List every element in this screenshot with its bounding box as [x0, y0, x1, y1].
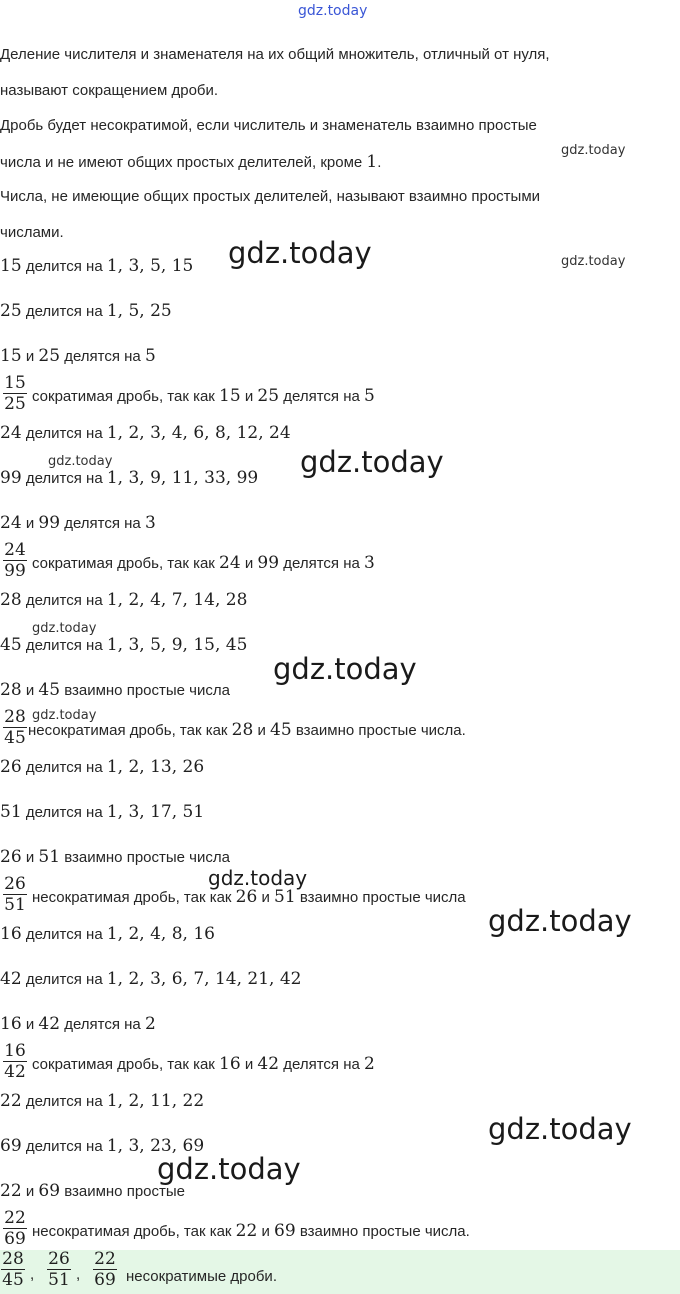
- divisor-list: 1, 2, 4, 7, 14, 28: [106, 590, 248, 610]
- numerator: 26: [4, 874, 26, 894]
- divisors-row: [0, 468, 258, 488]
- and-label: и: [261, 889, 270, 906]
- number: 16: [0, 1014, 22, 1034]
- divide-label: делятся на: [283, 388, 360, 405]
- denominator: 69: [94, 1270, 116, 1290]
- answer-separator: ,: [76, 1266, 81, 1283]
- reducible-label: сократимая дробь, так как: [32, 388, 215, 405]
- fraction: [2, 1041, 28, 1082]
- coprime-row: [0, 847, 230, 867]
- number: 16: [219, 1054, 241, 1074]
- divide-label: делятся на: [283, 1056, 360, 1073]
- number: 3: [364, 553, 375, 573]
- fraction-explanation: [32, 1221, 470, 1241]
- answer-fraction: [0, 1249, 26, 1290]
- number: 15: [0, 256, 22, 276]
- fraction: [2, 373, 28, 414]
- number: 24: [0, 513, 22, 533]
- and-label: и: [261, 1223, 270, 1240]
- divisible-label: делится на: [25, 759, 103, 776]
- numerator: 15: [4, 373, 26, 393]
- answer-label: несократимые дроби.: [126, 1268, 277, 1285]
- number: 42: [257, 1054, 280, 1074]
- watermark: gdz.today: [273, 652, 417, 686]
- number: 26: [0, 757, 22, 777]
- coprime-label: взаимно простые числа: [299, 889, 466, 906]
- fraction-explanation: [32, 1054, 375, 1074]
- coprime-label: взаимно простые числа.: [295, 722, 466, 739]
- denominator: 42: [4, 1062, 26, 1082]
- watermark: gdz.today: [48, 454, 113, 469]
- answer-separator: ,: [30, 1266, 35, 1283]
- divisible-label: делится на: [25, 425, 103, 442]
- divisor-list: 1, 2, 3, 6, 7, 14, 21, 42: [106, 969, 302, 989]
- numerator: 28: [2, 1249, 24, 1269]
- divisor-list: 1, 3, 9, 11, 33, 99: [106, 468, 259, 488]
- divisors-row: [0, 969, 301, 989]
- coprime-label: взаимно простые: [64, 1183, 185, 1200]
- divisible-label: делится на: [25, 637, 103, 654]
- watermark: gdz.today: [208, 866, 308, 890]
- number: 51: [38, 847, 61, 867]
- and-label: и: [244, 388, 254, 405]
- number: 99: [257, 553, 280, 573]
- fraction-explanation: [32, 553, 375, 573]
- header-watermark: gdz.today: [298, 3, 368, 19]
- number: 26: [0, 847, 22, 867]
- intro-line-5: Числа, не имеющие общих простых делителей, называют взаимно простыми: [0, 188, 541, 205]
- irreducible-label: несократимая дробь, так как: [32, 889, 232, 906]
- number: 45: [0, 635, 22, 655]
- divide-label: делятся на: [64, 515, 141, 532]
- number: 99: [38, 513, 61, 533]
- watermark: gdz.today: [300, 445, 444, 479]
- watermark: gdz.today: [488, 1112, 632, 1146]
- irreducible-label: несократимая дробь, так как: [32, 1223, 232, 1240]
- divisor-list: 1, 3, 5, 15: [106, 256, 194, 276]
- and-label: и: [25, 515, 35, 532]
- divisor-list: 1, 5, 25: [106, 301, 172, 321]
- intro-line-1: Деление числителя и знаменателя на их общий множитель, отличный от нуля,: [0, 46, 550, 63]
- number: 2: [144, 1014, 156, 1034]
- numerator: 16: [4, 1041, 26, 1061]
- and-label: и: [25, 1016, 35, 1033]
- number: 51: [0, 802, 22, 822]
- fraction-explanation: [32, 386, 375, 406]
- divisible-label: делится на: [25, 1093, 103, 1110]
- watermark: gdz.today: [561, 254, 626, 269]
- divisor-list: 1, 3, 17, 51: [106, 802, 205, 822]
- watermark: gdz.today: [157, 1152, 301, 1186]
- divisor-list: 1, 3, 5, 9, 15, 45: [106, 635, 248, 655]
- and-label: и: [244, 555, 254, 572]
- divisors-row: [0, 757, 204, 777]
- divisors-row: [0, 1091, 204, 1111]
- divisible-label: делится на: [25, 258, 103, 275]
- intro-line-4-text: числа и не имеют общих простых делителей, кроме: [0, 154, 367, 171]
- number: 25: [0, 301, 22, 321]
- denominator: 45: [2, 1270, 24, 1290]
- divisors-row: [0, 256, 193, 276]
- number: 22: [235, 1221, 258, 1241]
- number: 28: [0, 590, 22, 610]
- divisors-row: [0, 635, 247, 655]
- intro-line-6: числами.: [0, 224, 64, 241]
- denominator: 69: [4, 1229, 26, 1249]
- number: 24: [0, 423, 22, 443]
- numerator: 26: [48, 1249, 70, 1269]
- common-divisor-row: [0, 1014, 156, 1034]
- numerator: 22: [94, 1249, 116, 1269]
- numerator: 24: [4, 540, 26, 560]
- number: 42: [38, 1014, 61, 1034]
- coprime-label: взаимно простые числа.: [299, 1223, 470, 1240]
- divisor-list: 1, 3, 23, 69: [106, 1136, 205, 1156]
- number: 25: [257, 386, 280, 406]
- number: 3: [144, 513, 156, 533]
- coprime-label: взаимно простые числа: [64, 849, 230, 866]
- number: 22: [0, 1181, 22, 1201]
- reducible-label: сократимая дробь, так как: [32, 555, 215, 572]
- common-divisor-row: [0, 513, 156, 533]
- fraction-explanation: [32, 887, 466, 907]
- coprime-row: [0, 680, 230, 700]
- intro-line-3: Дробь будет несократимой, если числитель и знаменатель взаимно простые: [0, 117, 537, 134]
- and-label: и: [257, 722, 266, 739]
- divisor-list: 1, 2, 4, 8, 16: [106, 924, 215, 944]
- number: 26: [235, 887, 258, 907]
- divisible-label: делится на: [25, 971, 103, 988]
- watermark: gdz.today: [561, 143, 626, 158]
- number: 16: [0, 924, 22, 944]
- watermark: gdz.today: [32, 621, 97, 636]
- fraction: [2, 707, 28, 748]
- coprime-label: взаимно простые числа: [64, 682, 230, 699]
- divisors-row: [0, 301, 172, 321]
- divisible-label: делится на: [25, 1138, 103, 1155]
- divide-label: делятся на: [64, 1016, 141, 1033]
- divisor-list: 1, 2, 11, 22: [106, 1091, 205, 1111]
- reducible-label: сократимая дробь, так как: [32, 1056, 215, 1073]
- and-label: и: [25, 348, 35, 365]
- denominator: 51: [4, 895, 26, 915]
- number: 22: [0, 1091, 22, 1111]
- irreducible-label: несократимая дробь, так как: [28, 722, 228, 739]
- number: 25: [38, 346, 61, 366]
- intro-line-2: называют сокращением дроби.: [0, 82, 219, 99]
- and-label: и: [244, 1056, 254, 1073]
- divisible-label: делится на: [25, 804, 103, 821]
- answer-fraction: [92, 1249, 118, 1290]
- divisors-row: [0, 924, 215, 944]
- denominator: 25: [4, 394, 26, 414]
- divisors-row: [0, 590, 247, 610]
- intro-period: .: [377, 154, 382, 171]
- number: 99: [0, 468, 22, 488]
- divisible-label: делится на: [25, 592, 103, 609]
- divisor-list: 1, 2, 3, 4, 6, 8, 12, 24: [106, 423, 291, 443]
- number: 42: [0, 969, 22, 989]
- divisors-row: [0, 802, 204, 822]
- fraction-explanation: [28, 720, 466, 740]
- denominator: 99: [4, 561, 26, 581]
- number: 24: [219, 553, 241, 573]
- divisible-label: делится на: [25, 470, 103, 487]
- fraction: [2, 540, 28, 581]
- answer-fraction: [46, 1249, 72, 1290]
- watermark: gdz.today: [228, 236, 372, 270]
- number: 45: [38, 680, 61, 700]
- number: 2: [364, 1054, 375, 1074]
- number: 51: [274, 887, 296, 907]
- number: 69: [38, 1181, 61, 1201]
- divisible-label: делится на: [25, 926, 103, 943]
- divisible-label: делится на: [25, 303, 103, 320]
- number: 15: [219, 386, 241, 406]
- number: 28: [231, 720, 254, 740]
- intro-one: 1: [366, 152, 378, 172]
- number: 15: [0, 346, 22, 366]
- number: 5: [364, 386, 375, 406]
- and-label: и: [25, 849, 35, 866]
- denominator: 51: [48, 1270, 70, 1290]
- number: 28: [0, 680, 22, 700]
- common-divisor-row: [0, 346, 156, 366]
- numerator: 28: [4, 707, 26, 727]
- fraction: [2, 1208, 28, 1249]
- watermark: gdz.today: [488, 904, 632, 938]
- number: 69: [274, 1221, 296, 1241]
- divisor-list: 1, 2, 13, 26: [106, 757, 205, 777]
- divide-label: делятся на: [64, 348, 141, 365]
- and-label: и: [25, 682, 35, 699]
- denominator: 45: [4, 728, 26, 748]
- number: 69: [0, 1136, 22, 1156]
- divide-label: делятся на: [283, 555, 360, 572]
- number: 5: [144, 346, 156, 366]
- number: 45: [270, 720, 292, 740]
- divisors-row: [0, 423, 291, 443]
- and-label: и: [25, 1183, 35, 1200]
- numerator: 22: [4, 1208, 26, 1228]
- intro-line-4: [0, 152, 381, 172]
- watermark: gdz.today: [32, 708, 97, 723]
- fraction: [2, 874, 28, 915]
